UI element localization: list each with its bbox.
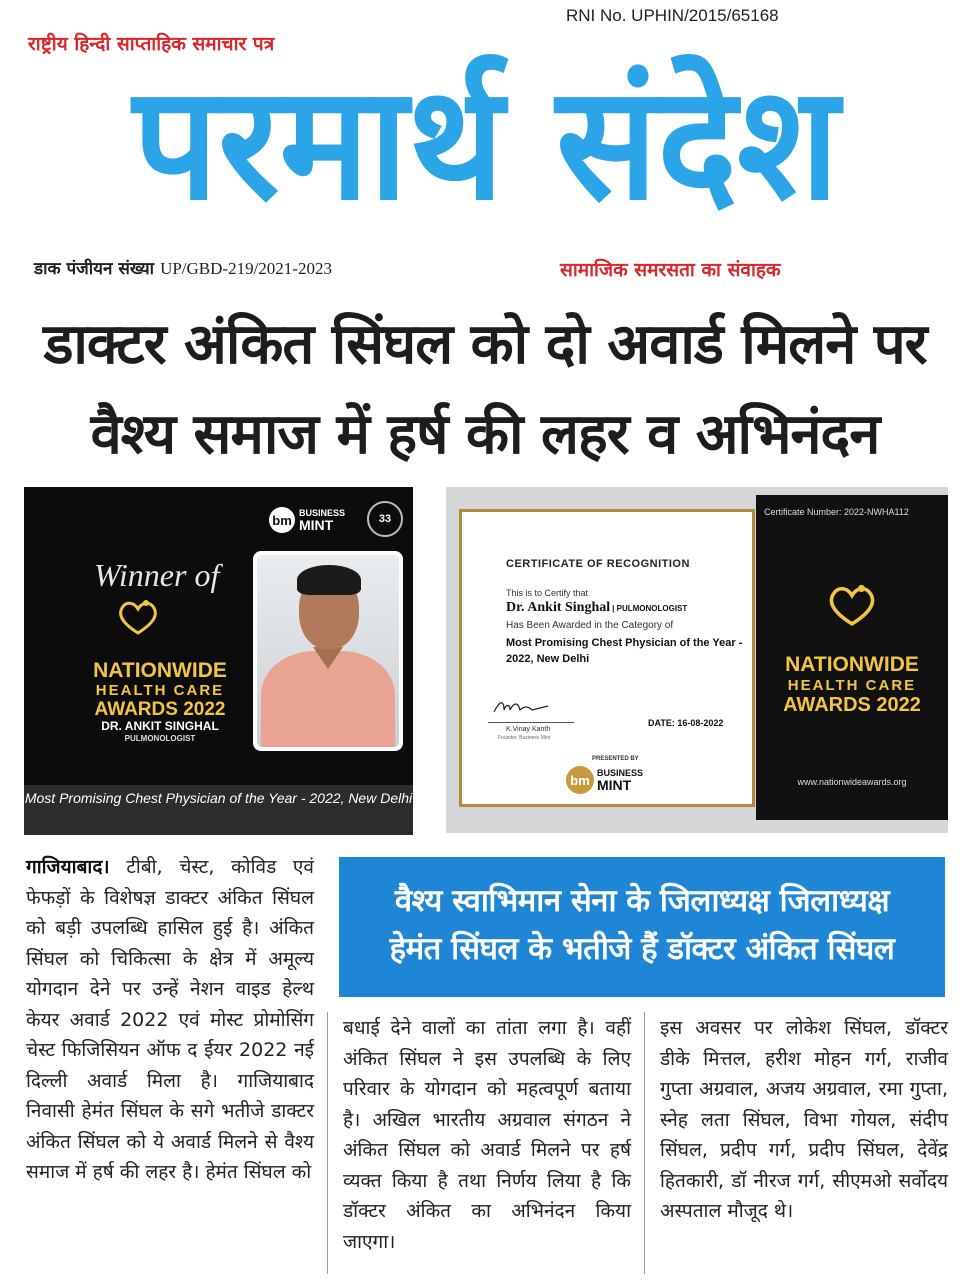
awards-website: www.nationwideawards.org [797, 777, 907, 787]
logo-text-business: BUSINESS [597, 767, 644, 778]
business-mint-logo-cert [566, 766, 643, 794]
subheadline-line-1: वैश्य स्वाभिमान सेना के जिलाध्यक्ष जिलाध्यक्ष [394, 883, 890, 919]
signature-icon [492, 696, 552, 718]
event-name-line-3: AWARDS 2022 [94, 699, 226, 720]
masthead-tagline: राष्ट्रीय हिन्दी साप्ताहिक समाचार पत्र [28, 33, 275, 55]
portrait-frame [253, 551, 403, 751]
portrait-photo [257, 555, 399, 747]
certify-line: This is to Certify that [506, 588, 589, 598]
award-category: Most Promising Chest Physician of the Year - 2022, New Delhi [506, 637, 743, 665]
awarded-line: Has Been Awarded in the Category of [506, 620, 674, 631]
event-name-line-1: NATIONWIDE [93, 659, 227, 682]
subheadline-line-2: हेमंत सिंघल के भतीजे हैं डॉक्टर अंकित सिंघल [389, 931, 895, 967]
events-seal-icon: 33 [367, 501, 403, 537]
award-caption: Most Promising Chest Physician of the Year - 2022, New Delhi [24, 785, 413, 835]
newspaper-title: परमार्थ संदेश [132, 52, 840, 236]
heart-logo-icon [116, 597, 160, 637]
winner-name: DR. ANKIT SINGHAL [101, 719, 219, 733]
rni-number: RNI No. UPHIN/2015/65168 [566, 6, 779, 25]
award-photo [24, 487, 413, 835]
winner-script: Winner of [94, 557, 220, 593]
event-name-line-1: NATIONWIDE [785, 653, 919, 676]
postal-label: डाक पंजीयन संख्या [34, 259, 155, 279]
logo-text-business: BUSINESS [299, 507, 346, 518]
article-dateline: गाजियाबाद। [26, 856, 110, 878]
event-name-line-3: AWARDS 2022 [783, 694, 921, 716]
presented-by: PRESENTED BY [592, 756, 639, 762]
column-divider [327, 1012, 328, 1274]
bm-logo-icon: bm [269, 507, 295, 533]
headline-line-2: वैश्य समाज में हर्ष की लहर व अभिनंदन [90, 402, 880, 467]
column-divider [644, 1012, 645, 1274]
certificate-side-panel [756, 495, 948, 820]
recipient-role: | PULMONOLOGIST [612, 604, 688, 613]
article-column-2: बधाई देने वालों का तांता लगा है। वहीं अंकित सिंघल ने इस उपलब्धि के लिए परिवार के योगदान को महत्वपूर्ण बताया है। अखिल भारतीय अग्रवाल संगठन ने अंकित सिंघल को अवार्ड मिलने पर हर्ष व्यक्त किया है तथा निर्णय लिया है कि डॉक्टर अंकित का अभिनंदन किया जाएगा। [343, 1017, 631, 1253]
subheadline-box [339, 857, 945, 997]
certificate-body [459, 509, 755, 807]
headline-line-1: डाक्टर अंकित सिंघल को दो अवार्ड मिलने पर [43, 312, 927, 377]
logo-text-mint: MINT [299, 516, 334, 533]
article-column-3: इस अवसर पर लोकेश सिंघल, डॉक्टर डीके मित्तल, हरीश मोहन गर्ग, राजीव गुप्ता अग्रवाल, अजय अग्रवाल, रमा गुप्ता, स्नेह लता सिंघल, विभा गोयल, संदीप सिंघल, प्रदीप गर्ग, प्रदीप सिंघल, देवेंद्र हितकारी, डॉ नीरज गर्ग, सीएमओ सर्वोदय अस्पताल मौजूद थे। [660, 1017, 948, 1222]
business-mint-logo [269, 507, 345, 533]
certificate-title: CERTIFICATE OF RECOGNITION [506, 558, 690, 570]
article-column-1-text: टीबी, चेस्ट, कोविड एवं फेफड़ों के विशेषज्ञ डाक्टर अंकित सिंघल को बड़ी उपलब्धि हासिल हुई है। अंकित सिंघल को चिकित्सा के क्षेत्र में अमूल्य योगदान देने पर उन्हें नेशन वाइड हेल्थ केयर अवार्ड 2022 एवं मोस्ट प्रोमोसिंग चेस्ट फिजिसियन ऑफ द ईयर 2022 नई दिल्ली अवार्ड मिला है। गाजियाबाद निवासी हेमंत सिंघल के सगे भतीजे डाक्टर अंकित सिंघल को ये अवार्ड मिलने से वैश्य समाज में हर्ष की लहर है। हेमंत सिंघल को [26, 856, 314, 1183]
recipient-name [506, 600, 687, 616]
logo-text-mint: MINT [597, 776, 632, 793]
signer-name: K.Vinay Kanth [506, 726, 551, 733]
signature-line [488, 722, 574, 723]
certificate-image [446, 487, 948, 833]
article-column-1 [26, 852, 314, 1188]
certificate-date: DATE: 16-08-2022 [648, 718, 724, 728]
signer-title: Founder, Business Mint [498, 735, 551, 741]
postal-registration [34, 256, 332, 279]
event-name-line-2: HEALTH CARE [787, 677, 917, 694]
masthead-motto: सामाजिक समरसता का संवाहक [560, 259, 781, 281]
winner-role: PULMONOLOGIST [124, 734, 196, 743]
bm-logo-icon: bm [566, 766, 594, 794]
recipient-name-text: Dr. Ankit Singhal [506, 600, 611, 615]
event-name-line-2: HEALTH CARE [95, 682, 225, 699]
certificate-number: Certificate Number: 2022-NWHA112 [764, 507, 909, 517]
postal-number: UP/GBD-219/2021-2023 [160, 259, 332, 278]
heart-logo-icon [826, 581, 878, 629]
